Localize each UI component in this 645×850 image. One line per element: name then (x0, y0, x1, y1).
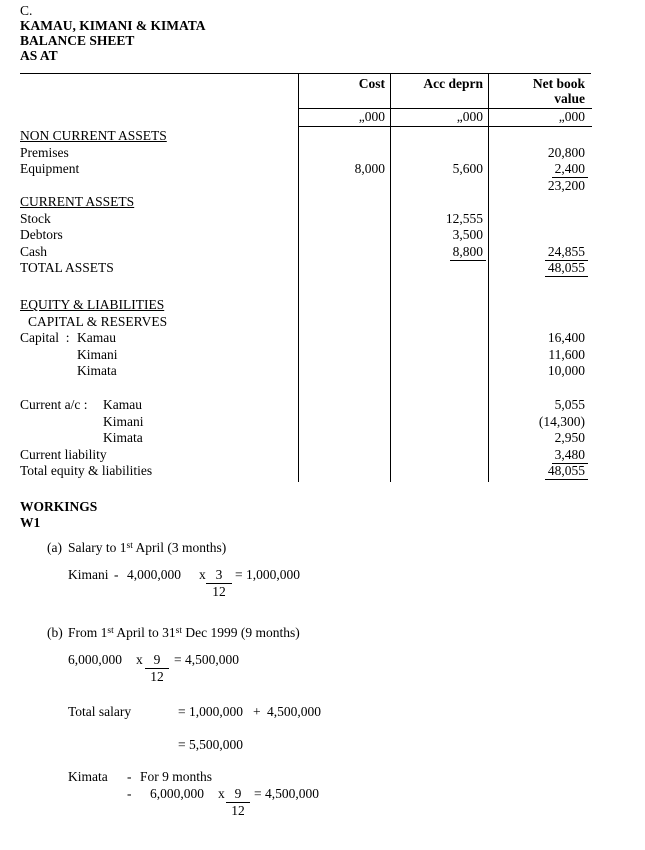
working-b-marker: (b) (47, 625, 63, 640)
column-divider-1 (298, 73, 299, 482)
row-total-assets-label: TOTAL ASSETS (20, 260, 114, 275)
row-current-ac-kimani-value: (14,300) (538, 414, 585, 429)
row-current-ac-kamau-name: Kamau (103, 397, 142, 412)
row-debtors-label: Debtors (20, 227, 63, 242)
col-header-net-book: Net book (532, 76, 585, 91)
row-total-assets-value: 48,055 (488, 260, 585, 277)
working-a-times: x (199, 567, 206, 582)
row-stock-label: Stock (20, 211, 51, 226)
row-capital-prefix: Capital : (20, 330, 70, 345)
row-equipment-label: Equipment (20, 161, 80, 176)
row-current-liability-value: 3,480 (488, 447, 585, 464)
section-equity-liabilities: EQUITY & LIABILITIES (20, 297, 165, 312)
working-a-marker: (a) (47, 540, 62, 555)
kimata-dash1: - (127, 769, 132, 784)
superscript-st: st (175, 626, 182, 636)
section-non-current-assets: NON CURRENT ASSETS (20, 128, 167, 143)
superscript-st: st (107, 626, 114, 636)
row-cash-label: Cash (20, 244, 47, 259)
company-name: KAMAU, KIMANI & KIMATA (20, 18, 206, 33)
kimata-denominator: 12 (231, 803, 245, 818)
statement-title: BALANCE SHEET (20, 33, 135, 48)
row-current-ac-kimani-name: Kimani (103, 414, 144, 429)
working-b-result: = 4,500,000 (174, 652, 239, 667)
question-label: C. (20, 3, 33, 18)
as-at-line: AS AT (20, 48, 58, 63)
working-a-name: Kimani (68, 567, 109, 582)
row-current-ac-kimata-name: Kimata (103, 430, 143, 445)
working-a-dash: - (114, 567, 119, 582)
column-divider-2 (390, 73, 391, 482)
row-debtors-value: 3,500 (452, 227, 483, 242)
row-stock-value: 12,555 (445, 211, 483, 226)
row-current-ac-prefix: Current a/c : (20, 397, 88, 412)
row-total-equity-value: 48,055 (488, 463, 585, 480)
units-net-book: „000 (558, 109, 585, 124)
total-salary-result: = 5,500,000 (178, 737, 243, 752)
total-salary-plus: + (253, 704, 261, 719)
col-header-cost: Cost (358, 76, 385, 91)
row-current-ac-kimata-value: 2,950 (554, 430, 585, 445)
kimata-times: x (218, 786, 225, 801)
working-a-amount: 4,000,000 (127, 567, 181, 582)
row-current-assets-total: 24,855 (488, 244, 585, 261)
col-header-net-book-value: value (554, 91, 585, 106)
row-cash-value: 8,800 (390, 244, 483, 261)
working-a-title: Salary to 1st April (3 months) (68, 540, 227, 555)
kimata-amount: 6,000,000 (150, 786, 204, 801)
units-cost: „000 (358, 109, 385, 124)
section-current-assets: CURRENT ASSETS (20, 194, 135, 209)
kimata-numerator: 9 (226, 786, 250, 803)
superscript-st: st (126, 541, 133, 551)
units-underline (298, 126, 592, 127)
table-top-border (20, 73, 591, 74)
working-b-amount: 6,000,000 (68, 652, 122, 667)
row-current-ac-kamau-value: 5,055 (554, 397, 585, 412)
row-premises-nbv: 20,800 (547, 145, 585, 160)
row-equipment-nbv: 2,400 (488, 161, 585, 178)
col-header-acc-deprn: Acc deprn (423, 76, 483, 91)
units-acc-deprn: „000 (456, 109, 483, 124)
row-capital-kamau-name: Kamau (77, 330, 116, 345)
total-salary-addend: 4,500,000 (267, 704, 321, 719)
workings-heading: WORKINGS (20, 499, 98, 514)
total-salary-eq: = 1,000,000 (178, 704, 243, 719)
row-capital-kimata-name: Kimata (77, 363, 117, 378)
kimata-name: Kimata (68, 769, 108, 784)
row-capital-kamau-value: 16,400 (547, 330, 585, 345)
workings-w1: W1 (20, 515, 41, 530)
row-total-equity-label: Total equity & liabilities (20, 463, 153, 478)
row-capital-kimani-value: 11,600 (548, 347, 585, 362)
working-b-title: From 1st April to 31st Dec 1999 (9 months) (68, 625, 300, 640)
kimata-note: For 9 months (140, 769, 213, 784)
row-equipment-deprn: 5,600 (452, 161, 483, 176)
total-salary-label: Total salary (68, 704, 132, 719)
working-b-numerator: 9 (145, 652, 169, 669)
row-ncassets-total: 23,200 (547, 178, 585, 193)
working-a-result: = 1,000,000 (235, 567, 300, 582)
row-current-liability-label: Current liability (20, 447, 107, 462)
working-b-denominator: 12 (150, 669, 164, 684)
working-a-denominator: 12 (212, 584, 226, 599)
kimata-dash2: - (127, 786, 132, 801)
working-a-numerator: 3 (206, 567, 232, 584)
row-capital-kimata-value: 10,000 (547, 363, 585, 378)
row-capital-kimani-name: Kimani (77, 347, 118, 362)
row-premises-label: Premises (20, 145, 69, 160)
row-equipment-cost: 8,000 (354, 161, 385, 176)
kimata-result: = 4,500,000 (254, 786, 319, 801)
working-b-times: x (136, 652, 143, 667)
section-capital-reserves: CAPITAL & RESERVES (28, 314, 168, 329)
